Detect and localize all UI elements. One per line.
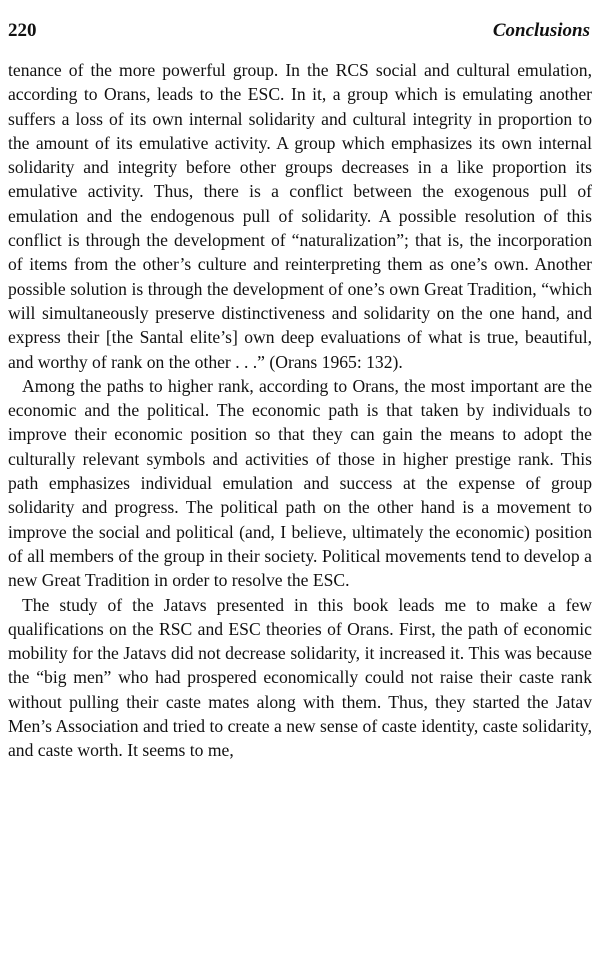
paragraph-jatav-study: The study of the Jatavs presented in this book leads me to make a few qualifications on the RSC and ESC theories of Orans. First, the path of economic mobility for the Jatavs did not decrease solidarity, it increased it. This was because the “big men” who had prospered economically could not raise their caste rank without pulling their caste mates along with them. Thus, they started the Jatav Men’s Association and tried to create a new sense of caste identity, caste solidarity, and caste worth. It seems to me, bbox=[8, 594, 592, 761]
body-text bbox=[8, 58, 592, 763]
page-header bbox=[8, 20, 592, 48]
paragraph-paths-to-rank: Among the paths to higher rank, according to Orans, the most important are the economic and the political. The economic path is that taken by individuals to improve their economic position so that they can gain the means to adopt the culturally relevant symbols and activities of those in higher prestige rank. This path emphasizes individual emulation and success at the expense of group solidarity and progress. The political path on the other hand is a movement to improve the social and political (and, I believe, ultimately the economic) position of all members of the group in their society. Political movements tend to develop a new Great Tradition in order to resolve the ESC. bbox=[8, 375, 592, 591]
paragraph-continued: tenance of the more powerful group. In the RCS social and cultural emulation, according to Orans, leads to the ESC. In it, a group which is emulating another suffers a loss of its own internal solidarity and cultural integrity in proportion to the amount of its emulative activity. A group which emphasizes its own internal solidarity and integrity before other groups decreases in a like proportion its emulative activity. Thus, there is a conflict between the exogenous pull of emulation and the endogenous pull of solidarity. A possible resolution of this conflict is through the development of “naturalization”; that is, the incorporation of items from the other’s culture and reinterpreting them as one’s own. Another possible solution is through the development of one’s own Great Tradition, “which will simultaneously preserve distinctiveness and solidarity on the one hand, and express their [the Santal elite’s] own deep evaluations of what is true, beautiful, and worthy of rank on the other . . .” (Orans 1965: 132). bbox=[8, 60, 592, 372]
running-head: Conclusions bbox=[492, 20, 590, 41]
page-number: 220 bbox=[8, 20, 37, 41]
